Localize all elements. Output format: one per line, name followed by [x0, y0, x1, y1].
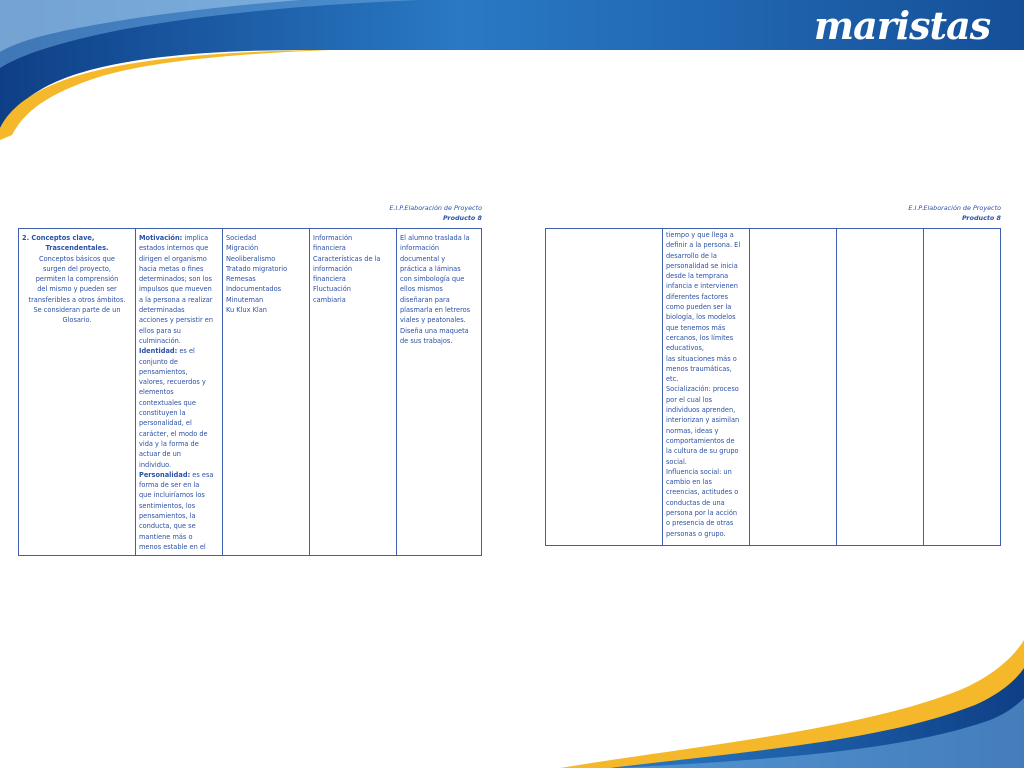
empty-cell [546, 229, 663, 546]
concept-subtitle: Trascendentales. [45, 244, 109, 253]
page-2-header-title: E.I.P.Elaboración de Proyecto [908, 204, 1001, 212]
finance-cell: Información financiera Características de la información financiera Fluctuación cambiaria [310, 229, 397, 556]
activity-cell: El alumno traslada la información documental y práctica a láminas con simbología que ellos mismos diseñaran para plasmarla en letreros viales y peatonales. Diseña una maqueta de sus trabajos. [397, 229, 482, 556]
page-1-table [18, 228, 482, 556]
concept-title: 2. Conceptos clave, [22, 234, 95, 242]
concept-cell: 2. Conceptos clave, Trascendentales. Conceptos básicos que surgen del proyecto, permiten la comprensión del mismo y pueden ser transferibles a otros ámbitos. Se consideran parte de un Glosario. [19, 229, 136, 556]
empty-cell [924, 229, 1001, 546]
document-page-2 [545, 204, 1001, 550]
term-personalidad: Personalidad: [139, 470, 191, 479]
definitions-cell: tiempo y que llega a definir a la persona. El desarrollo de la personalidad se inicia desde la temprana infancia e intervienen diferentes factores como pueden ser la biología, los modelos que tenemos más cercanos, los límites educativos, las situaciones más o menos traumáticas, etc. Socialización: proceso por el cual los individuos aprenden, interiorizan y asimilan normas, ideas y comportamientos de la cultura de su grupo social. Influencia social: un cambio en las creencias, actitudes o conductas de una persona por la acción o presencia de otras personas o grupo. [663, 229, 750, 546]
document-page-1 [18, 204, 482, 560]
term-motivacion: Motivación: [139, 234, 183, 242]
page-1-header-title: E.I.P.Elaboración de Proyecto [389, 204, 482, 212]
term-identidad: Identidad: [139, 347, 178, 356]
definitions-cell: Motivación: implica estados internos que dirigen el organismo hacia metas o fines determinados; son los impulsos que mueven a la persona a realizar determinadas acciones y persistir en ellos para su culminación. Identidad: es el conjunto de pensamientos, valores, recuerdos y elementos contextuales que constituyen la personalidad, el carácter, el modo de vida y la forma de actuar de un individuo. Personalidad: es esa forma de ser en la que incluiríamos los sentimientos, los pensamientos, la conducta, que se mantiene más o menos estable en el [136, 229, 223, 556]
keywords-cell: Sociedad Migración Neoliberalismo Tratado migratorio Remesas Indocumentados Minuteman Ku Klux Klan [223, 229, 310, 556]
page-2-header-product: Producto 8 [961, 214, 1001, 222]
maristas-logo: maristas [813, 3, 991, 48]
page-2-table [545, 228, 1001, 546]
table-row [546, 229, 1001, 546]
empty-cell [837, 229, 924, 546]
page-1-header-product: Producto 8 [442, 214, 482, 222]
empty-cell [750, 229, 837, 546]
table-row [19, 229, 482, 556]
